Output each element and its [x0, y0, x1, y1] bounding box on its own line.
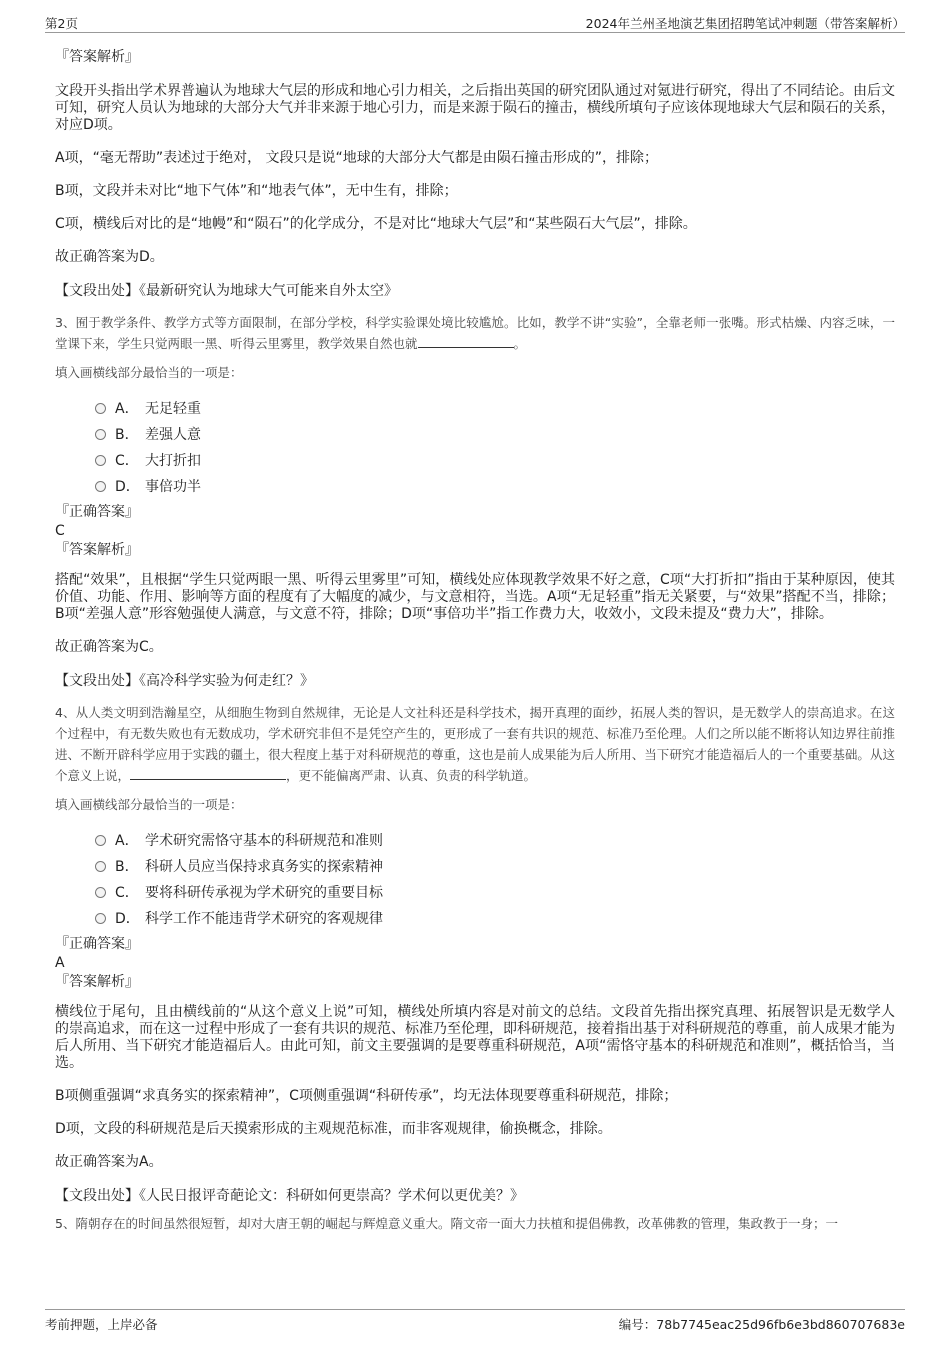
q4-blank-line — [130, 767, 286, 780]
q2-conclusion: 故正确答案为D。 — [55, 249, 164, 265]
document-title: 2024年兰州圣地演艺集团招聘笔试冲刺题（带答案解析） — [585, 16, 905, 31]
page-footer — [45, 1309, 905, 1334]
q4-analysis-option-d: D项，文段的科研规范是后天摸索形成的主观规范标准，而非客观规律，偷换概念，排除。 — [55, 1121, 612, 1137]
q3-option-d[interactable]: D． 事倍功半 — [95, 474, 895, 500]
q4-correct-answer: A — [55, 955, 65, 971]
q3-correct-label: 『正确答案』 — [55, 504, 139, 520]
radio-icon[interactable] — [95, 403, 106, 414]
q2-analysis-paragraph: 文段开头指出学术界普遍认为地球大气层的形成和地心引力相关，之后指出英国的研究团队通过对氪进行研究，得出了不同结论。由后文可知，研究人员认为地球的大部分大气并非来源于地心引力，而是来源于陨石的撞击，横线所填句子应该体现地球大气层和陨石的关系，对应D项。 — [55, 83, 895, 133]
q5-question-text: 5、隋朝存在的时间虽然很短暂，却对大唐王朝的崛起与辉煌意义重大。隋文帝一面大力扶植和提倡佛教，改革佛教的管理，集政教于一身；一 — [55, 1216, 838, 1231]
q4-analysis-label: 『答案解析』 — [55, 974, 139, 990]
q2-analysis-option-c: C项，横线后对比的是“地幔”和“陨石”的化学成分，不是对比“地球大气层”和“某些陨石大气层”，排除。 — [55, 216, 697, 232]
q3-options — [95, 396, 895, 500]
q3-question-text — [55, 312, 895, 354]
q4-text-after: ，更不能偏离严肃、认真、负责的科学轨道。 — [286, 768, 537, 783]
page-number: 第2页 — [45, 16, 78, 31]
radio-icon[interactable] — [95, 429, 106, 440]
q4-question-text — [55, 702, 895, 786]
main-content — [55, 44, 895, 1234]
q2-source: 【文段出处】《最新研究认为地球大气可能来自外太空》 — [55, 283, 398, 299]
q3-text-after: 。 — [513, 336, 527, 351]
q4-analysis-options-bc: B项侧重强调“求真务实的探索精神”，C项侧重强调“科研传承”，均无法体现要尊重科研规范，排除； — [55, 1088, 678, 1104]
q4-correct-label: 『正确答案』 — [55, 936, 139, 952]
q3-correct-answer: C — [55, 523, 65, 539]
q4-source: 【文段出处】《人民日报评奇葩论文：科研如何更崇高？学术何以更优美？》 — [55, 1188, 524, 1204]
radio-icon[interactable] — [95, 887, 106, 898]
footer-slogan: 考前押题，上岸必备 — [45, 1317, 158, 1332]
q3-option-c[interactable]: C． 大打折扣 — [95, 448, 895, 474]
q4-option-c[interactable]: C． 要将科研传承视为学术研究的重要目标 — [95, 880, 895, 906]
radio-icon[interactable] — [95, 913, 106, 924]
q2-analysis-label: 『答案解析』 — [55, 49, 139, 65]
q2-analysis-option-a: A项，“毫无帮助”表述过于绝对， 文段只是说“地球的大部分大气都是由陨石撞击形成的”，排除； — [55, 150, 659, 166]
q3-conclusion: 故正确答案为C。 — [55, 639, 163, 655]
q4-analysis-paragraph: 横线位于尾句，且由横线前的“从这个意义上说”可知，横线处所填内容是对前文的总结。文段首先指出探究真理、拓展智识是无数学人的崇高追求，而在这一过程中形成了一套有共识的规范、标准乃至伦理，即科研规范，接着指出基于对科研规范的尊重，前人成果才能为后人所用、当下研究才能造福后人。由此可知，前文主要强调的是要尊重科研规范，A项“需恪守基本的科研规范和准则”，概括恰当，当选。 — [55, 1004, 895, 1071]
radio-icon[interactable] — [95, 481, 106, 492]
q3-option-b[interactable]: B． 差强人意 — [95, 422, 895, 448]
q2-analysis-option-b: B项，文段并未对比“地下气体”和“地表气体”，无中生有，排除； — [55, 183, 458, 199]
q4-options — [95, 828, 895, 932]
document-code: 编号：78b7745eac25d96fb6e3bd860707683e — [618, 1317, 905, 1332]
radio-icon[interactable] — [95, 455, 106, 466]
q4-hint: 填入画横线部分最恰当的一项是： — [55, 797, 243, 812]
q3-hint: 填入画横线部分最恰当的一项是： — [55, 365, 243, 380]
q4-text-before: 4、从人类文明到浩瀚星空，从细胞生物到自然规律，无论是人文社科还是科学技术，揭开真理的面纱，拓展人类的智识，是无数学人的崇高追求。在这个过程中，有无数失败也有无数成功，学术研究非但不是凭空产生的，更形成了一套有共识的规范、标准乃至伦理。人们之所以能不断将认知边界往前推进、不断开辟科学应用于实践的疆土，很大程度上基于对科研规范的尊重，这也是前人成果能为后人所用、当下研究才能造福后人的一个重要基础。从这个意义上说， — [55, 705, 895, 783]
q4-conclusion: 故正确答案为A。 — [55, 1154, 163, 1170]
q4-option-b[interactable]: B． 科研人员应当保持求真务实的探索精神 — [95, 854, 895, 880]
q3-option-a[interactable]: A． 无足轻重 — [95, 396, 895, 422]
q3-text-before: 3、囿于教学条件、教学方式等方面限制，在部分学校，科学实验课处境比较尴尬。比如，教学不讲“实验”，全靠老师一张嘴。形式枯燥、内容乏味，一堂课下来，学生只觉两眼一黑、听得云里雾里，教学效果自然也就 — [55, 315, 895, 351]
radio-icon[interactable] — [95, 861, 106, 872]
page-header — [45, 12, 905, 33]
q3-analysis-label: 『答案解析』 — [55, 542, 139, 558]
q3-blank-line — [418, 335, 514, 348]
q3-analysis-paragraph: 搭配“效果”，且根据“学生只觉两眼一黑、听得云里雾里”可知，横线处应体现教学效果不好之意，C项“大打折扣”指由于某种原因，使其价值、功能、作用、影响等方面的程度有了大幅度的减少，与文意相符，当选。A项“无足轻重”指无关紧要，与“效果”搭配不当，排除；B项“差强人意”形容勉强使人满意，与文意不符，排除；D项“事倍功半”指工作费力大，收效小，文段未提及“费力大”，排除。 — [55, 572, 895, 622]
q4-option-a[interactable]: A． 学术研究需恪守基本的科研规范和准则 — [95, 828, 895, 854]
radio-icon[interactable] — [95, 835, 106, 846]
q4-option-d[interactable]: D． 科学工作不能违背学术研究的客观规律 — [95, 906, 895, 932]
q3-source: 【文段出处】《高冷科学实验为何走红？》 — [55, 673, 314, 689]
